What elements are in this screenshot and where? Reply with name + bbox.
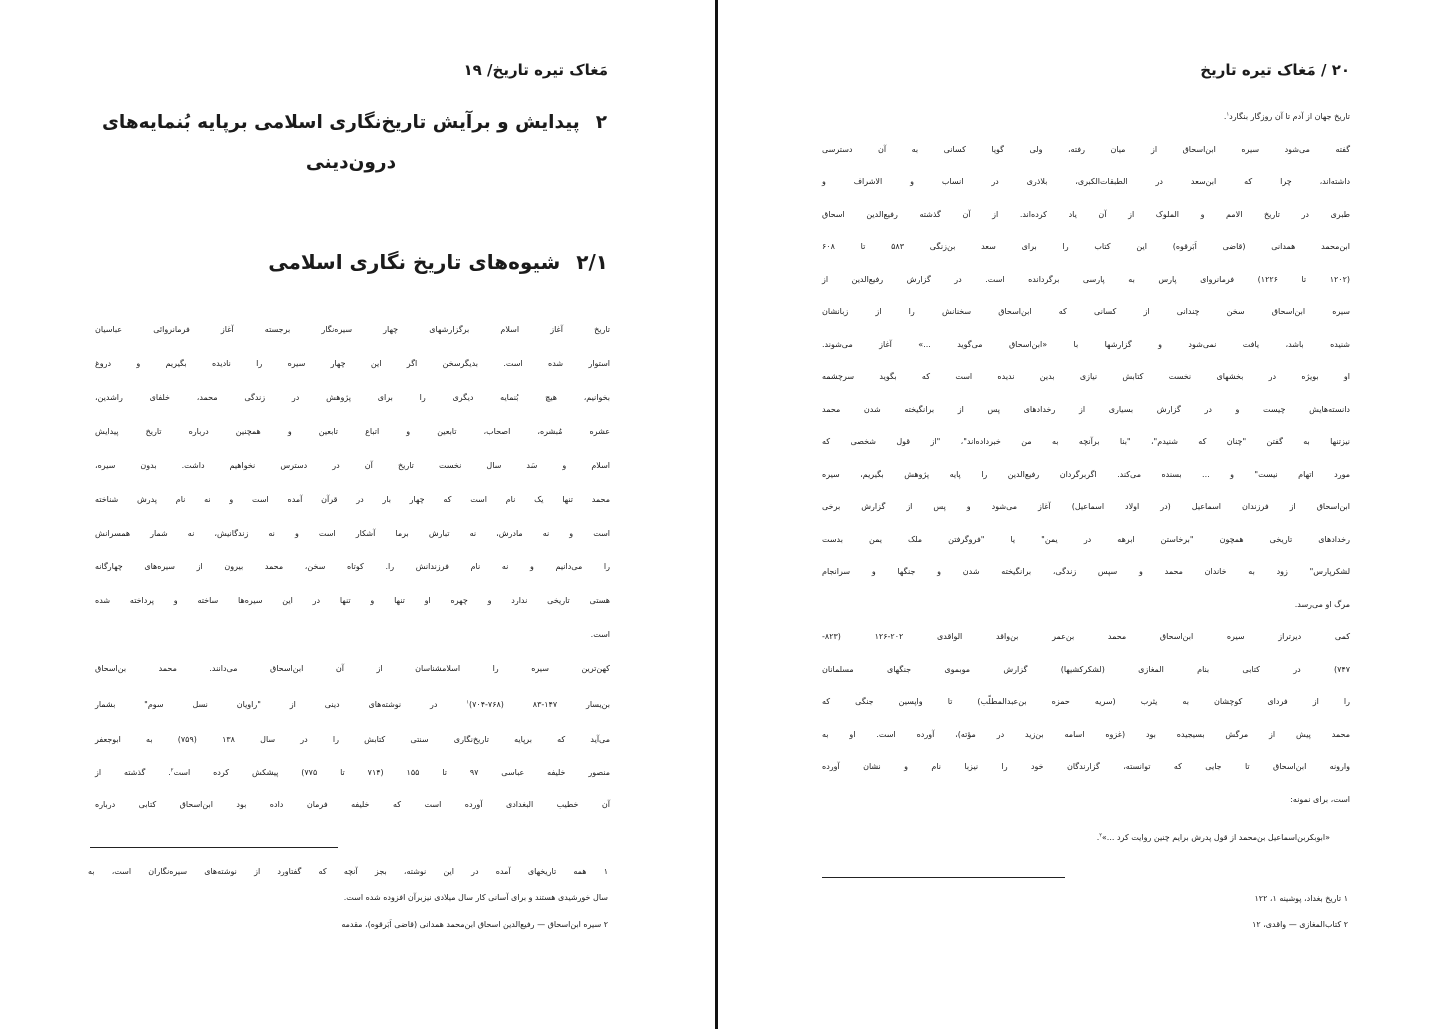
section-title-text: شیوه‌های تاریخ نگاری اسلامی (268, 250, 561, 274)
footnote-ref: ۱ (466, 699, 469, 706)
block-quote (850, 822, 1330, 854)
body-line (95, 757, 610, 789)
body-line: ابن‌اسحاق از فرزندان اسماعیل (در اولاد اسماعیل) آغاز می‌شود و پس از گزارش برخی (822, 502, 1350, 511)
body-line: آن خطیب البغدادی آورده است که خلیفه فرمان داده بود ابن‌اسحاق کتابی درباره (95, 800, 610, 809)
body-line: اسلام و سَد سال نخست تاریخ آن در دسترس نخواهیم داشت. بدون سیره، (95, 461, 610, 470)
body-line: سیره ابن‌اسحاق سخن چندانی از کسانی که ابن‌اسحاق سخنانش را از زبانشان (822, 307, 1350, 316)
body-line (95, 689, 610, 721)
body-line: بخوانیم، هیچ بُنمایه دیگری را برای پژوهش در زندگی محمد، خلفای راشدین، (95, 393, 610, 402)
body-line: است. (590, 630, 610, 639)
body-line: ابن‌محمد همدانی (قاضی اَبَرقوه) این کتاب را برای سعد بن‌زنگی ۵۸۳ تا ۶۰۸ (822, 242, 1350, 251)
body-line-text: در نوشته‌های دینی از "راویان نسل سوم" بشمار (95, 700, 467, 709)
body-line: هستی تاریخی ندارد و چهره او تنها و تنها در این سیره‌ها ساخته و پرداخته شده (95, 596, 610, 605)
body-line-text: منصور خلیفه عباسی ۹۷ تا ۱۵۵ (۷۱۴ تا ۷۷۵) پیشکش کرده است (173, 768, 611, 777)
footnote-line: ۲ سیره ابن‌اسحاق — رفیع‌الدین اسحاق ابن‌محمد همدانی (قاضی اَبَرقوه)، مقدمه (341, 920, 608, 929)
body-line: است، برای نمونه: (1290, 795, 1350, 804)
section-number: ۲/۱ (576, 250, 608, 274)
body-line: را از فردای کوچشان به یثرب (سریه حمزه بن‌عبدالمطلّب) تا واپسین جنگی که (822, 697, 1350, 706)
chapter-title-continuation: درون‌دینی (305, 152, 397, 173)
body-line: می‌آید که برپایه تاریخ‌نگاری سنتی کتابش را در سال ۱۳۸ (۷۵۹) به ابوجعفر (95, 735, 610, 744)
body-line: تاریخ آغاز اسلام برگزارشهای چهار سیره‌نگار برجسته آغاز فرمانروائی عباسیان (95, 325, 610, 334)
body-line: استوار شده است. بدیگرسخن اگر این چهار سیره را نادیده بگیریم و دروغ (95, 359, 610, 368)
chapter-title-text: پیدایش و برآیش تاریخ‌نگاری اسلامی برپایه بُنمایه‌های (101, 112, 580, 133)
body-line: عشره مُبشره، اصحاب، تابعین و اتباع تابعین و همچنین درباره تاریخ پیدایش (95, 427, 610, 436)
body-line: مرگ او می‌رسد. (1294, 600, 1350, 609)
body-line-text: بن‌یسار ۱۴۷-۸۳ (۷۶۸-۷۰۴) (468, 700, 610, 709)
body-line (822, 101, 1350, 133)
footnote-ref: ۱ (1226, 111, 1230, 118)
block-quote-text: «ابوبکربن‌اسماعیل بن‌محمد از قول پدرش برایم چنین روایت کرد ...» (1101, 833, 1330, 842)
body-line: مورد اتهام نیست" و ... بسنده می‌کند. اگربرگردان رفیع‌الدین را پایه پژوهش بگیریم، سیره (822, 470, 1350, 479)
footnote-ref: ۲ (170, 767, 174, 774)
body-line: محمد تنها یک نام است که چهار بار در قرآن آمده است و نه نام پدرش شناخته (95, 495, 610, 504)
section-title (95, 244, 608, 280)
chapter-number: ۲ (595, 112, 607, 133)
footnote-line: ۱ تاریخ بغداد، پوشینه ۱، ۱۲۲ (1254, 894, 1348, 903)
body-line: گفته می‌شود سیره ابن‌اسحاق از میان رفته، ولی گویا کسانی به آن دسترسی (822, 145, 1350, 154)
body-line: را می‌دانیم و نه نام فرزندانش را. کوتاه سخن، محمد بیرون از سیره‌های چهارگانه (95, 562, 610, 571)
body-line: محمد پیش از مرگش بسیجیده بود (غزوه اسامه بن‌زید در مؤته)، آورده است. او به (822, 730, 1350, 739)
body-line: داشته‌اند، چرا که ابن‌سعد در الطبقات‌الکبری، بلاذری در انساب و الاشراف و (822, 177, 1350, 186)
running-header: ۲۰ / مَغاک تیره تاریخ (1200, 61, 1350, 79)
body-line: او بویژه در بخشهای نخست کتابش نیازی بدین ندیده است که بگوید سرچشمه (822, 372, 1350, 381)
body-line: رخدادهای تاریخی همچون "برخاستن ابرهه در یمن" یا "فروگرفتن ملک یمن بدست (822, 535, 1350, 544)
footnote-ref: ۲ (1099, 832, 1102, 839)
body-line-text: تاریخ جهان از آدم تا آن روزگار بنگارد (1229, 112, 1350, 121)
body-line: است و نه مادرش، نه تبارش برما آشکار است و نه زندگانیش، نه شمار همسرانش (95, 529, 610, 538)
footnote-separator (90, 847, 338, 848)
block-quote-text: . (1096, 833, 1100, 842)
body-line-text: . گذشته از (95, 768, 171, 777)
body-line: طبری در تاریخ الامم و الملوک از آن یاد کرده‌اند. از آن گذشته رفیع‌الدین اسحاق (822, 210, 1350, 219)
body-line: کمی دیرتراز سیره ابن‌اسحاق محمد بن‌عمر بن‌واقد الواقدی ۲۰۲-۱۲۶ (۸۲۳- (822, 632, 1351, 641)
footnote-separator (822, 877, 1065, 878)
body-line: وارونه ابن‌اسحاق تا جایی که توانسته، گزارندگان خود را نیزبا نام و نشان آورده (822, 762, 1350, 771)
body-line-text: . (1223, 112, 1227, 121)
body-line: لشکرپارس" زود به خاندان محمد و سپس زندگی، برانگیخته شدن و جنگها و سرانجام (822, 567, 1350, 576)
footnote-line: ۲ کتاب‌المغازی — واقدی، ۱۲ (1252, 920, 1348, 929)
footnote-line: سال خورشیدی هستند و برای آسانی کار سال میلادی نیزبرآن افزوده شده است. (343, 893, 608, 902)
right-page (719, 0, 1432, 1029)
chapter-title (95, 102, 607, 144)
body-line: نیزتنها به گفتن "چنان که شنیدم"، "بنا برآنچه به من خبرداده‌اند"، "از قول شخصی که (822, 437, 1350, 446)
body-line: شنیده باشد، یافت نمی‌شود و گزارشها با «ابن‌اسحاق می‌گوید ...» آغاز می‌شوند. (822, 340, 1350, 349)
running-header: مَغاک تیره تاریخ/ ۱۹ (463, 61, 608, 79)
page-spine-divider (715, 0, 718, 1029)
body-line: کهن‌ترین سیره را اسلامشناسان از آن ابن‌اسحاق می‌دانند. محمد بن‌اسحاق (95, 664, 610, 673)
footnote-line: ۱ همه تاریخهای آمده در این نوشته، بجز آنچه که گفتاورد از نوشته‌های سیره‌نگاران است، به (88, 867, 608, 876)
body-line: دانسته‌هایش چیست و در گزارش بسیاری از رخدادهای پس از برانگیخته شدن محمد (822, 405, 1350, 414)
left-page (0, 0, 715, 1029)
body-line: ۷۴۷) در کتابی بنام المغازی (لشکرکشیها) گزارش موبموی جنگهای مسلمانان (822, 665, 1350, 674)
body-line: (۱۲۰۲ تا ۱۲۲۶) فرمانروای پارس به پارسی برگردانده است. در گزارش رفیع‌الدین از (822, 275, 1351, 284)
